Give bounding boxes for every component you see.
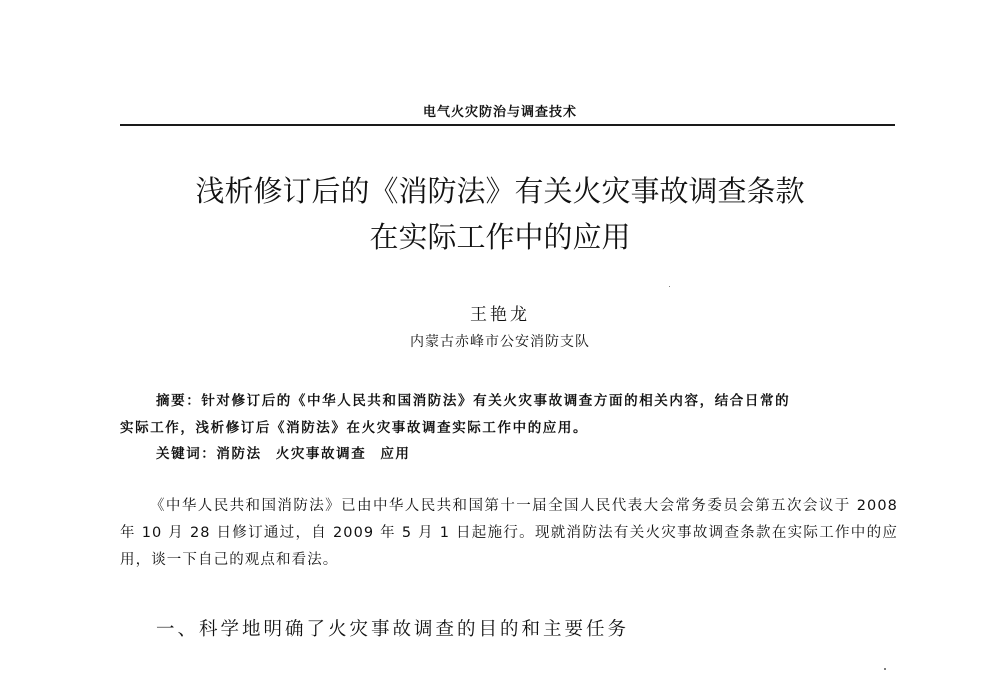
section-heading: 一、科学地明确了火灾事故调查的目的和主要任务	[156, 619, 630, 640]
article-title	[0, 168, 1000, 260]
author-name: 王艳龙	[470, 305, 530, 325]
keyword-item: 消防法	[216, 446, 262, 462]
keyword-item: 火灾事故调查	[275, 446, 367, 462]
abstract-line-1	[120, 388, 898, 415]
keyword-item: 应用	[380, 446, 411, 462]
abstract	[120, 388, 898, 442]
author-affiliation: 内蒙古赤峰市公安消防支队	[410, 334, 590, 350]
keywords	[156, 442, 425, 462]
abstract-label: 摘要：	[156, 393, 202, 409]
title-line-1: 浅析修订后的《消防法》有关火灾事故调查条款	[195, 174, 805, 208]
header-rule	[120, 124, 895, 126]
title-line-2: 在实际工作中的应用	[369, 220, 631, 254]
scan-speck	[884, 668, 886, 670]
running-header: 电气火灾防治与调查技术	[422, 105, 577, 120]
keywords-label: 关键词：	[156, 446, 217, 462]
scan-speck	[669, 286, 670, 287]
abstract-text-1: 针对修订后的《中华人民共和国消防法》有关火灾事故调查方面的相关内容，结合日常的	[201, 393, 791, 409]
body-paragraph: 《中华人民共和国消防法》已由中华人民共和国第十一届全国人民代表大会常务委员会第五次会议于 2008 年 10 月 28 日修订通过，自 2009 年 5 月 1 日起施行。现就消防法有关火灾事故调查条款在实际工作中的应用，谈一下自己的观点和看法。	[120, 498, 898, 568]
abstract-line-2: 实际工作，浅析修订后《消防法》在火灾事故调查实际工作中的应用。	[120, 420, 589, 436]
